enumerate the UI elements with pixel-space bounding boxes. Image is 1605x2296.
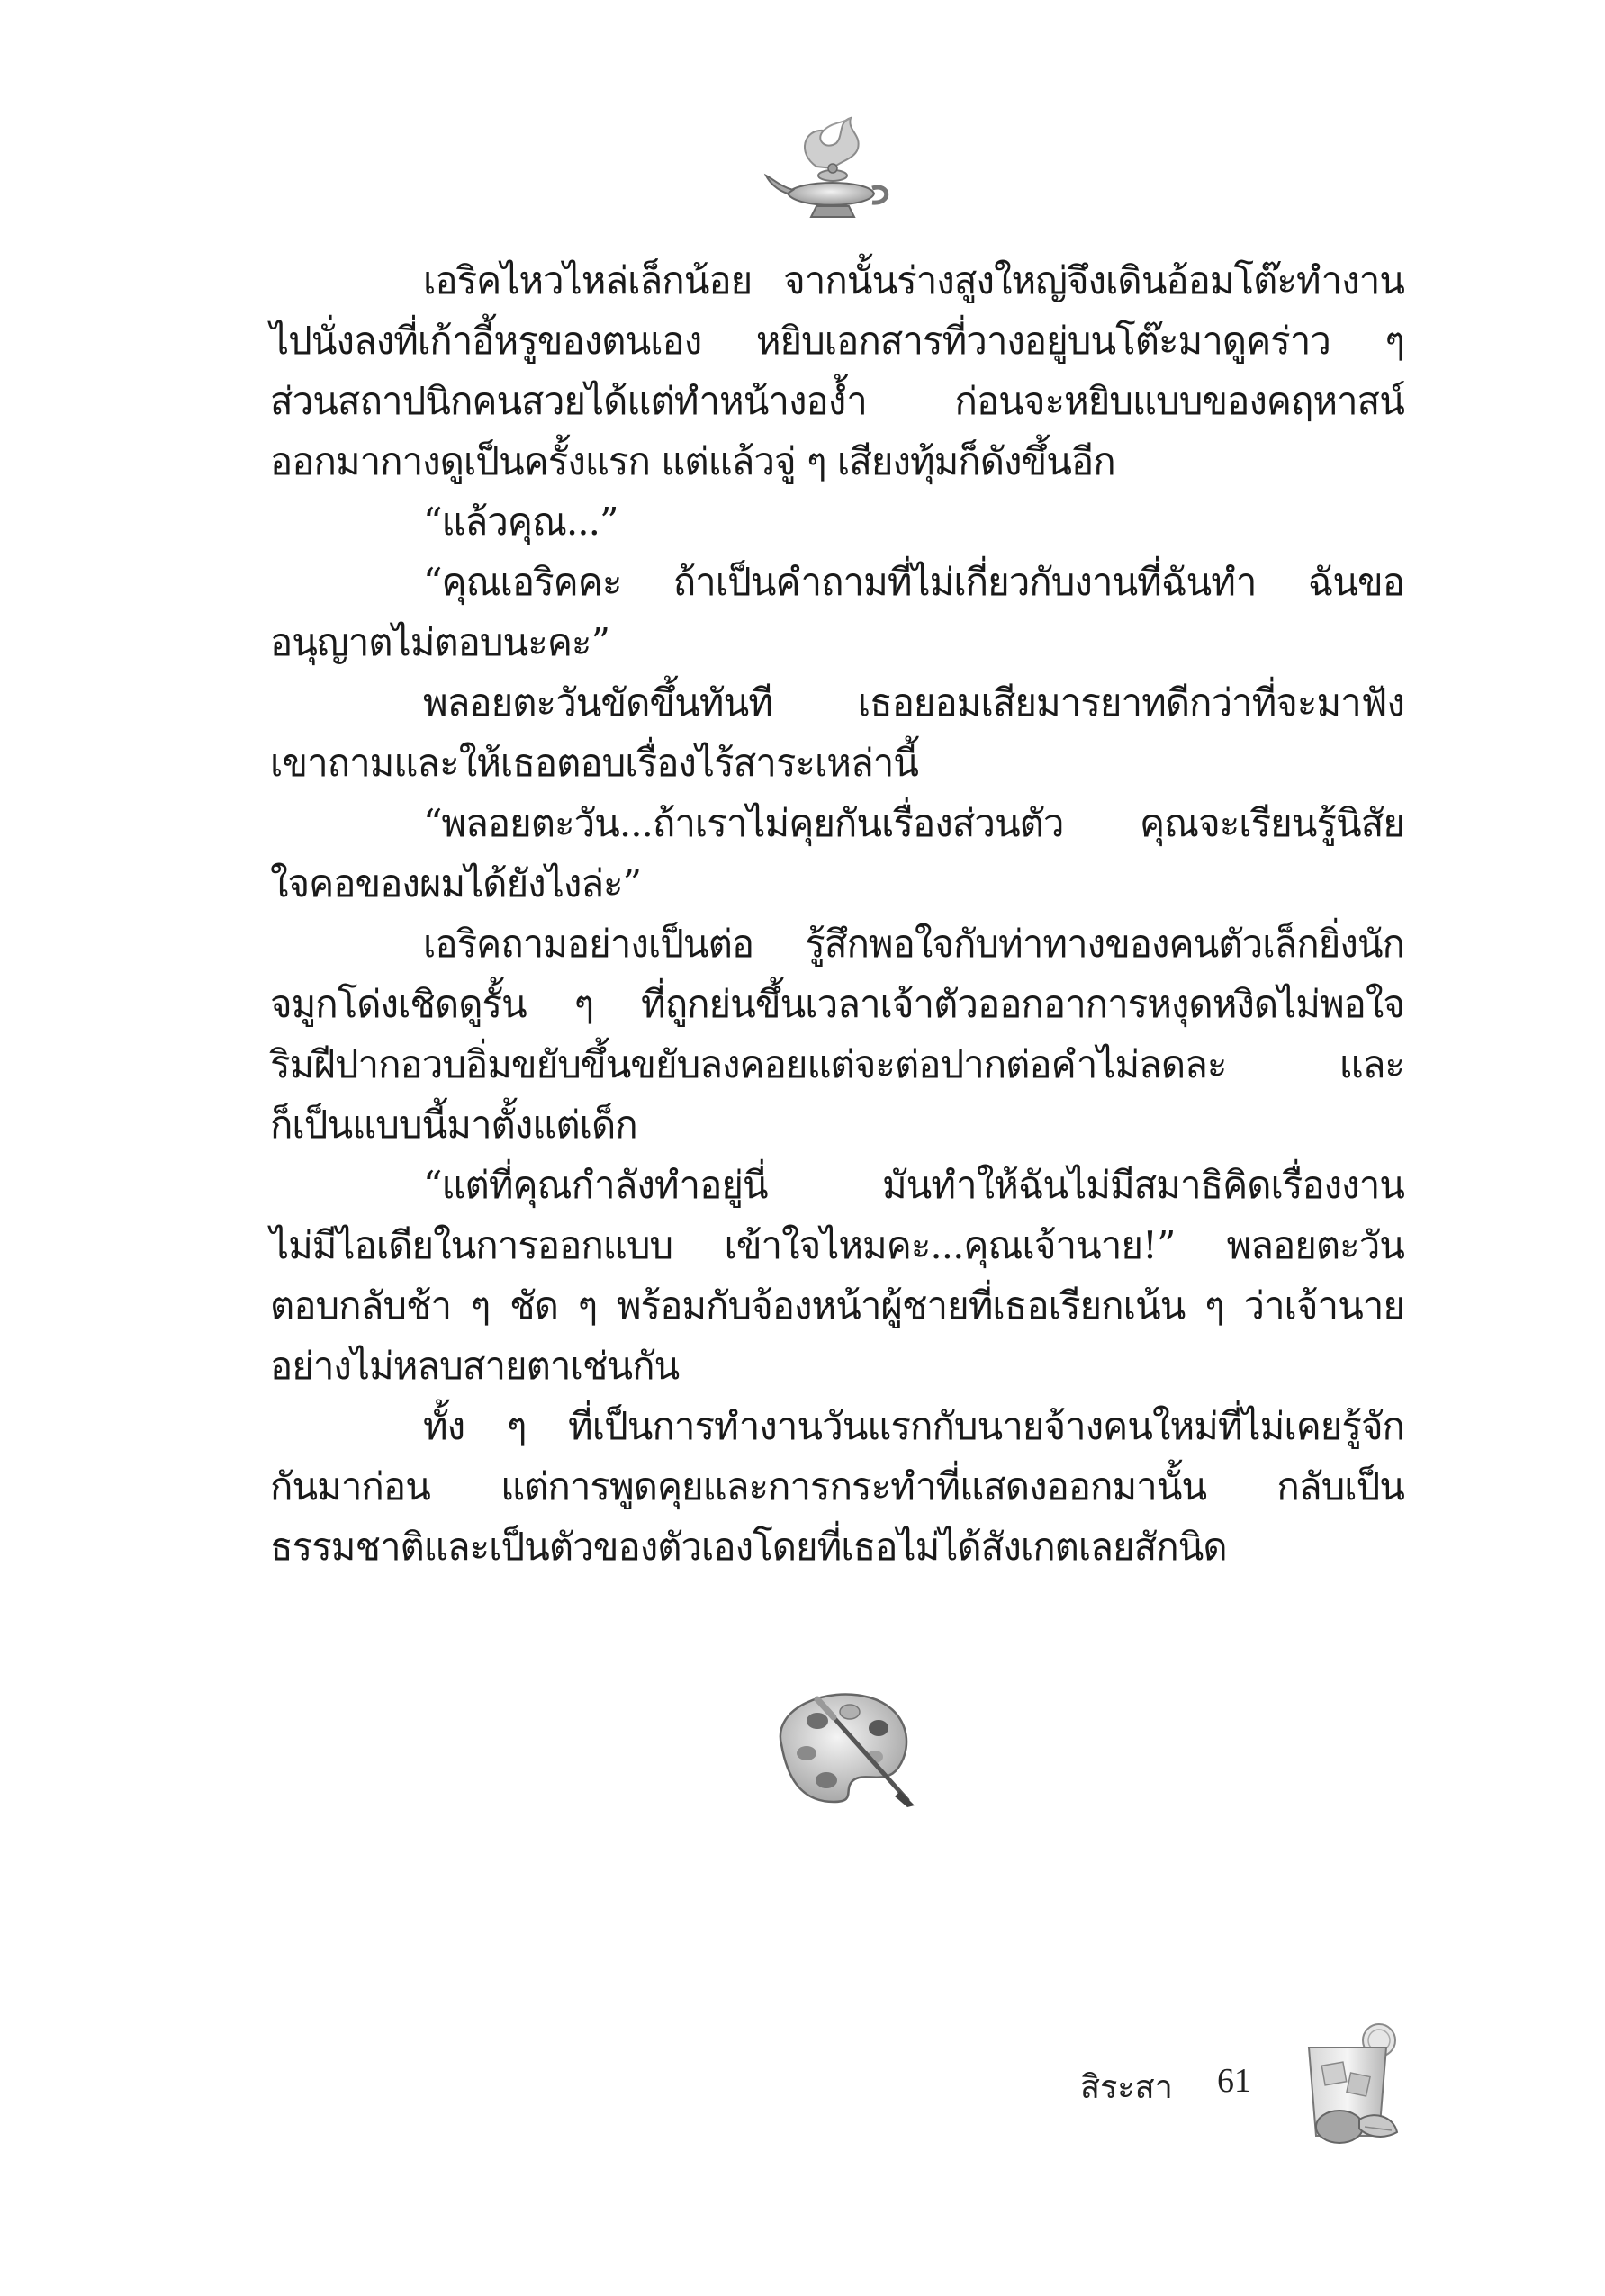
text-line: เอริคถามอย่างเป็นต่อ รู้สึกพอใจกับท่าทางของคนตัวเล็กยิ่งนัก: [423, 922, 1404, 966]
text-line: ก็เป็นแบบนี้มาตั้งแต่เด็ก: [270, 1103, 637, 1147]
text-line: จมูกโด่งเชิดดูรั้น ๆ ที่ถูกย่นขึ้นเวลาเจ้าตัวออกอาการหงุดหงิดไม่พอใจ: [270, 982, 1404, 1026]
text-line: ไปนั่งลงที่เก้าอี้หรูของตนเอง หยิบเอกสารที่วางอยู่บนโต๊ะมาดูคร่าว ๆ: [270, 319, 1404, 363]
text-line: ใจคอของผมได้ยังไงล่ะ”: [270, 861, 642, 905]
text-line: กันมาก่อน แต่การพูดคุยและการกระทำที่แสดงออกมานั้น กลับเป็น: [270, 1464, 1404, 1508]
book-title: สิระสา: [1080, 2068, 1173, 2105]
text-line: พลอยตะวันขัดขึ้นทันที เธอยอมเสียมารยาทดีกว่าที่จะมาฟัง: [423, 680, 1404, 725]
text-line: “แล้วคุณ...”: [423, 500, 618, 544]
text-line: อย่างไม่หลบสายตาเช่นกัน: [270, 1344, 680, 1388]
paint-palette-icon: [763, 1681, 921, 1807]
text-line: อนุญาตไม่ตอบนะคะ”: [270, 620, 609, 664]
text-line: “แต่ที่คุณกำลังทำอยู่นี่ มันทำให้ฉันไม่มีสมาธิคิดเรื่องงาน: [423, 1163, 1404, 1207]
genie-lamp-icon: [761, 104, 896, 239]
text-line: “คุณเอริคคะ ถ้าเป็นคำถามที่ไม่เกี่ยวกับงานที่ฉันทำ ฉันขอ: [423, 560, 1404, 604]
text-line: ทั้ง ๆ ที่เป็นการทำงานวันแรกกับนายจ้างคนใหม่ที่ไม่เคยรู้จัก: [423, 1404, 1404, 1448]
page-number: 61: [1217, 2062, 1251, 2100]
lemonade-glass-icon: [1296, 2021, 1409, 2147]
text-line: ตอบกลับช้า ๆ ชัด ๆ พร้อมกับจ้องหน้าผู้ชายที่เธอเรียกเน้น ๆ ว่าเจ้านาย: [270, 1283, 1404, 1328]
text-line: ออกมากางดูเป็นครั้งแรก แต่แล้วจู่ ๆ เสียงทุ้มก็ดังขึ้นอีก: [270, 439, 1115, 483]
text-line: ส่วนสถาปนิกคนสวยได้แต่ทำหน้างอง้ำ ก่อนจะหยิบแบบของคฤหาสน์: [270, 379, 1404, 423]
text-line: ไม่มีไอเดียในการออกแบบ เข้าใจไหมคะ...คุณเจ้านาย!” พลอยตะวัน: [270, 1223, 1404, 1267]
text-line: ริมฝีปากอวบอิ่มขยับขึ้นขยับลงคอยแต่จะต่อปากต่อคำไม่ลดละ และ: [270, 1042, 1404, 1086]
text-line: เขาถามและให้เธอตอบเรื่องไร้สาระเหล่านี้: [270, 741, 919, 785]
chapter-body: [270, 250, 1404, 1577]
text-line: “พลอยตะวัน...ถ้าเราไม่คุยกันเรื่องส่วนตัว คุณจะเรียนรู้นิสัย: [423, 801, 1404, 845]
text-line: ธรรมชาติและเป็นตัวของตัวเองโดยที่เธอไม่ได้สังเกตเลยสักนิด: [270, 1525, 1227, 1569]
text-line: เอริคไหวไหล่เล็กน้อย จากนั้นร่างสูงใหญ่จึงเดินอ้อมโต๊ะทำงาน: [423, 258, 1404, 302]
